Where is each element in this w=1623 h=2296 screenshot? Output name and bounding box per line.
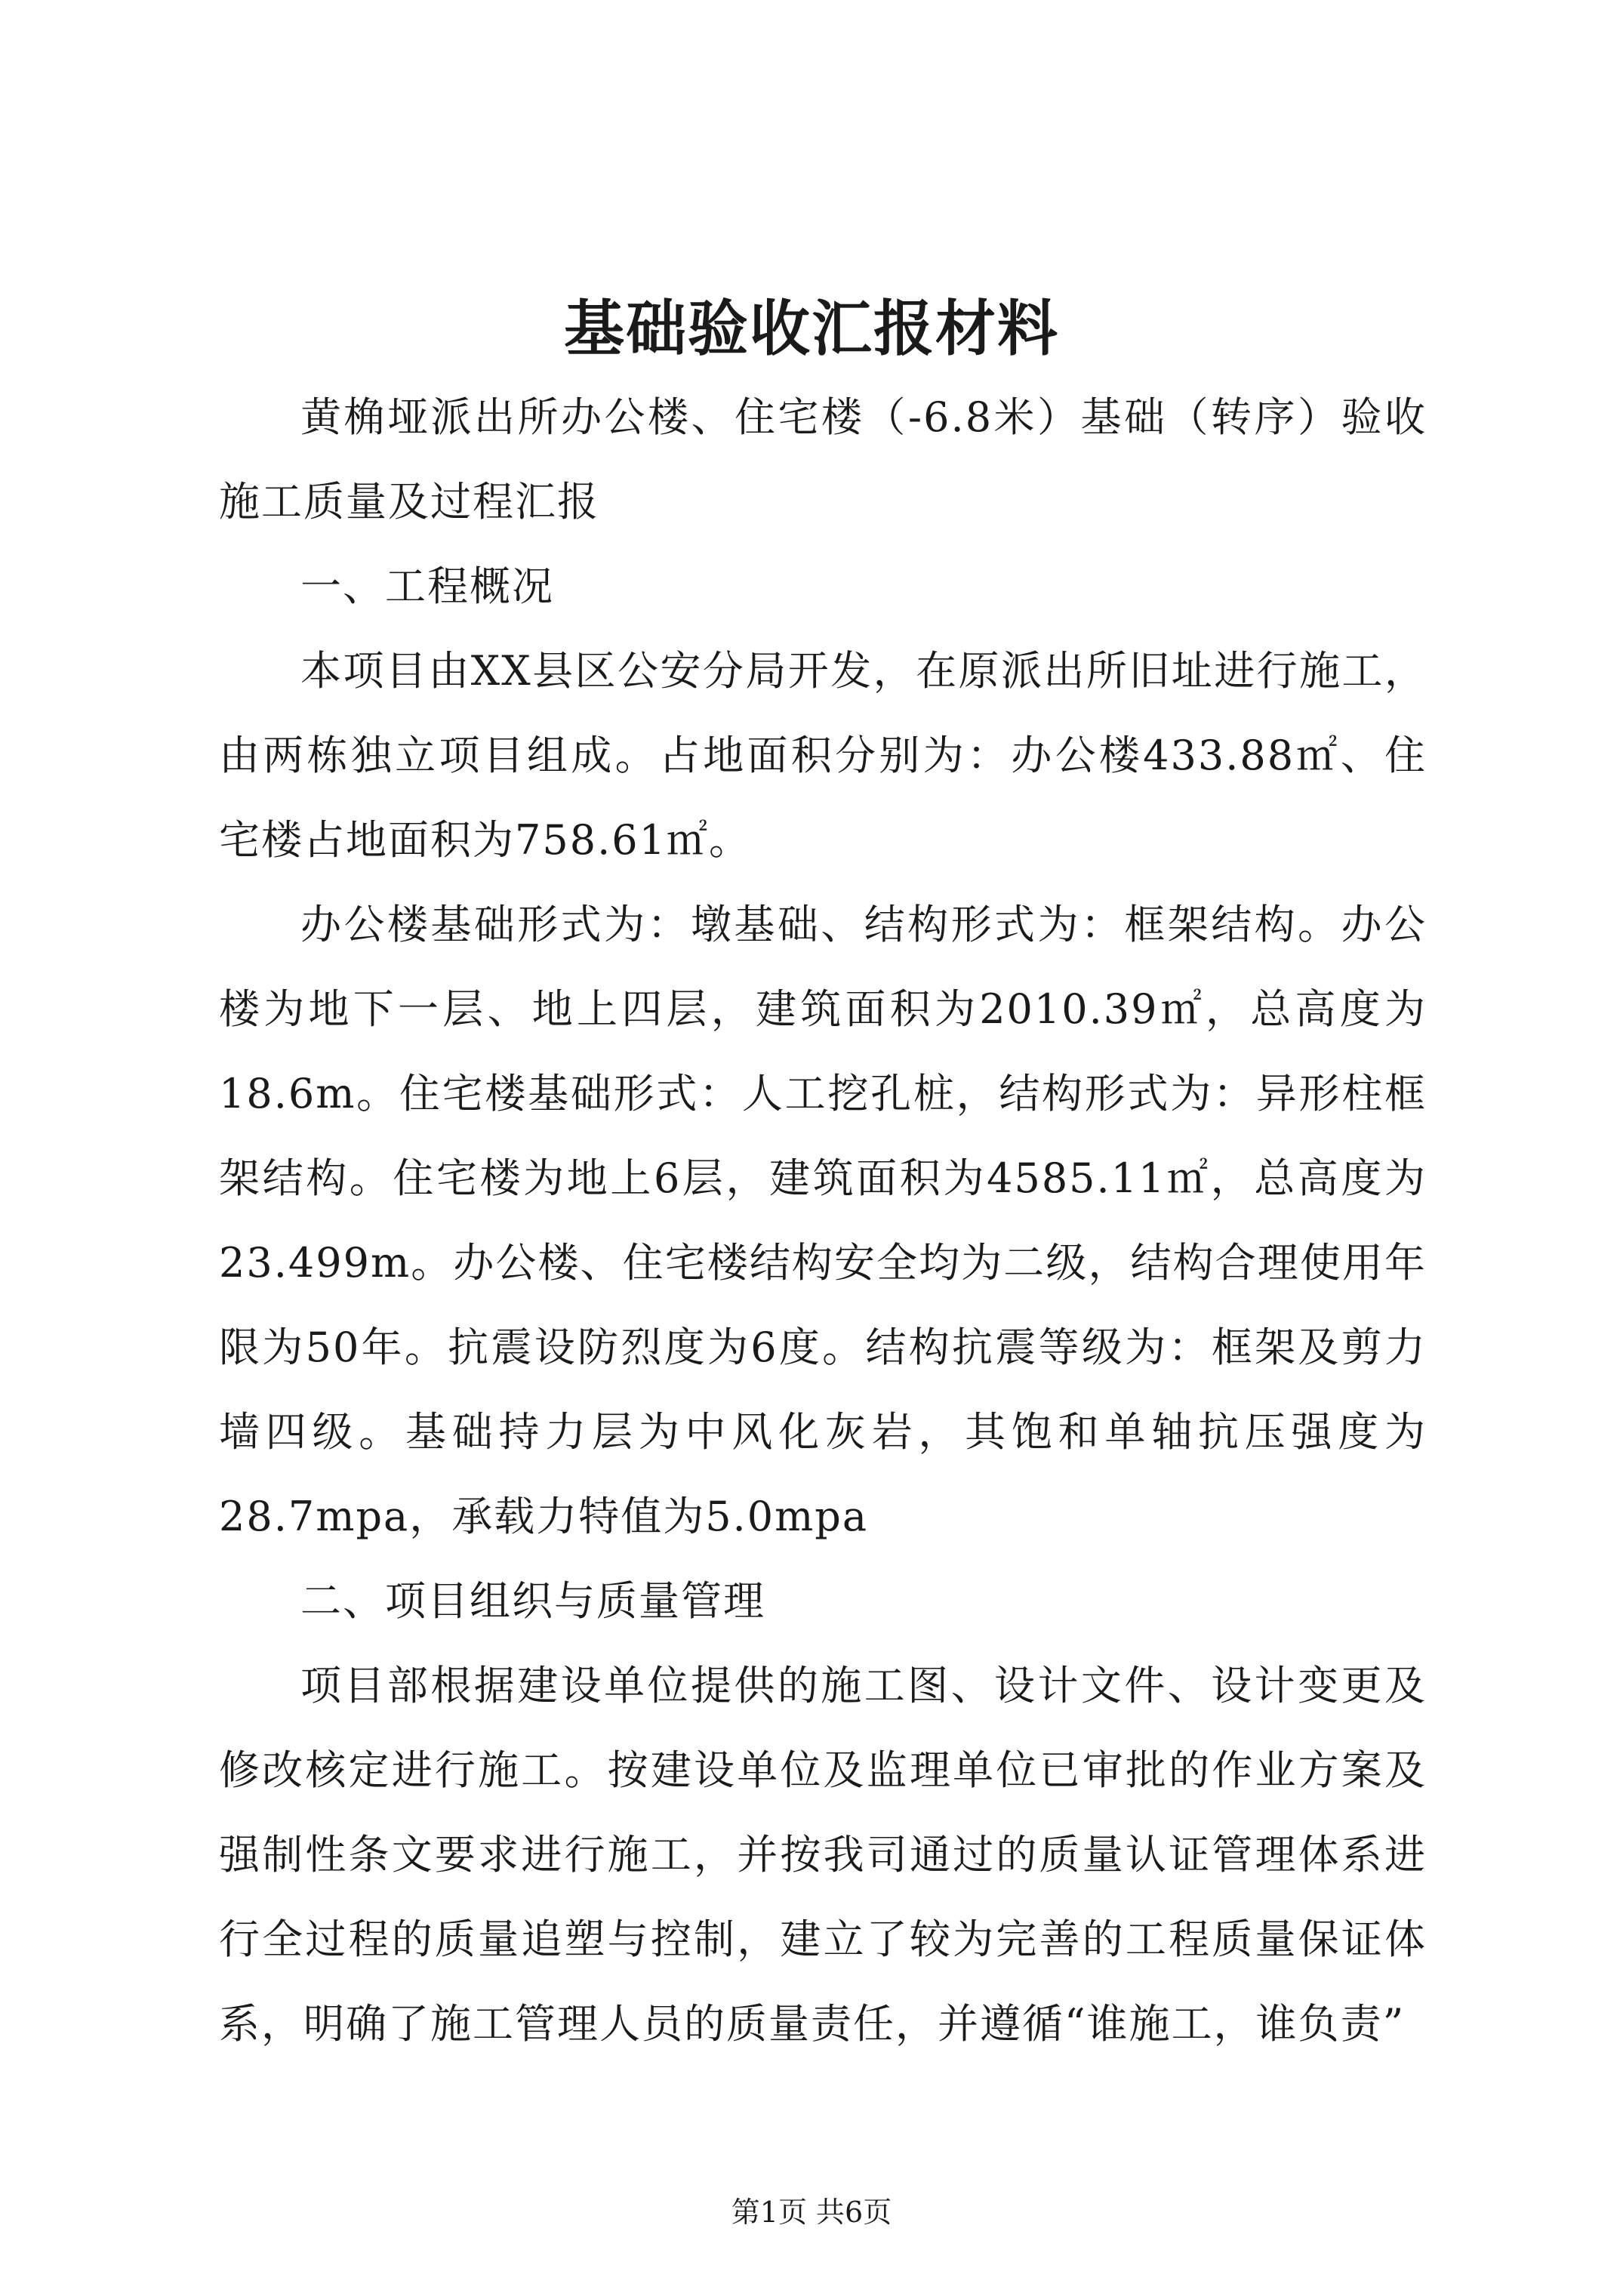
body-paragraph: 本项目由XX县区公安分局开发，在原派出所旧址进行施工，由两栋独立项目组成。占地面积分别为：办公楼433.88㎡、住宅楼占地面积为758.61㎡。 [219, 647, 1427, 864]
subtitle-paragraph: 黄桷垭派出所办公楼、住宅楼（-6.8米）基础（转序）验收施工质量及过程汇报 [219, 393, 1427, 525]
document-title: 基础验收汇报材料 [564, 293, 1059, 364]
document-body [219, 375, 1427, 2066]
section-heading-overview: 一、工程概况 [300, 562, 554, 610]
body-paragraph: 项目部根据建设单位提供的施工图、设计文件、设计变更及修改核定进行施工。按建设单位及监理单位已审批的作业方案及强制性条文要求进行施工，并按我司通过的质量认证管理体系进行全过程的质量追塑与控制，建立了较为完善的工程质量保证体系，明确了施工管理人员的质量责任，并遵循“谁施工，谁负责” [219, 1662, 1427, 2048]
body-paragraph: 办公楼基础形式为：墩基础、结构形式为：框架结构。办公楼为地下一层、地上四层，建筑面积为2010.39㎡，总高度为18.6m。住宅楼基础形式：人工挖孔桩，结构形式为：异形柱框架结构。住宅楼为地上6层，建筑面积为4585.11㎡，总高度为23.499m。办公楼、住宅楼结构安全均为二级，结构合理使用年限为50年。抗震设防烈度为6度。结构抗震等级为：框架及剪力墙四级。基础持力层为中风化灰岩，其饱和单轴抗压强度为28.7mpa，承载力特值为5.0mpa [219, 901, 1427, 1540]
page-number-footer: 第1页 共6页 [731, 2196, 892, 2229]
section-heading-organization: 二、项目组织与质量管理 [300, 1577, 765, 1625]
